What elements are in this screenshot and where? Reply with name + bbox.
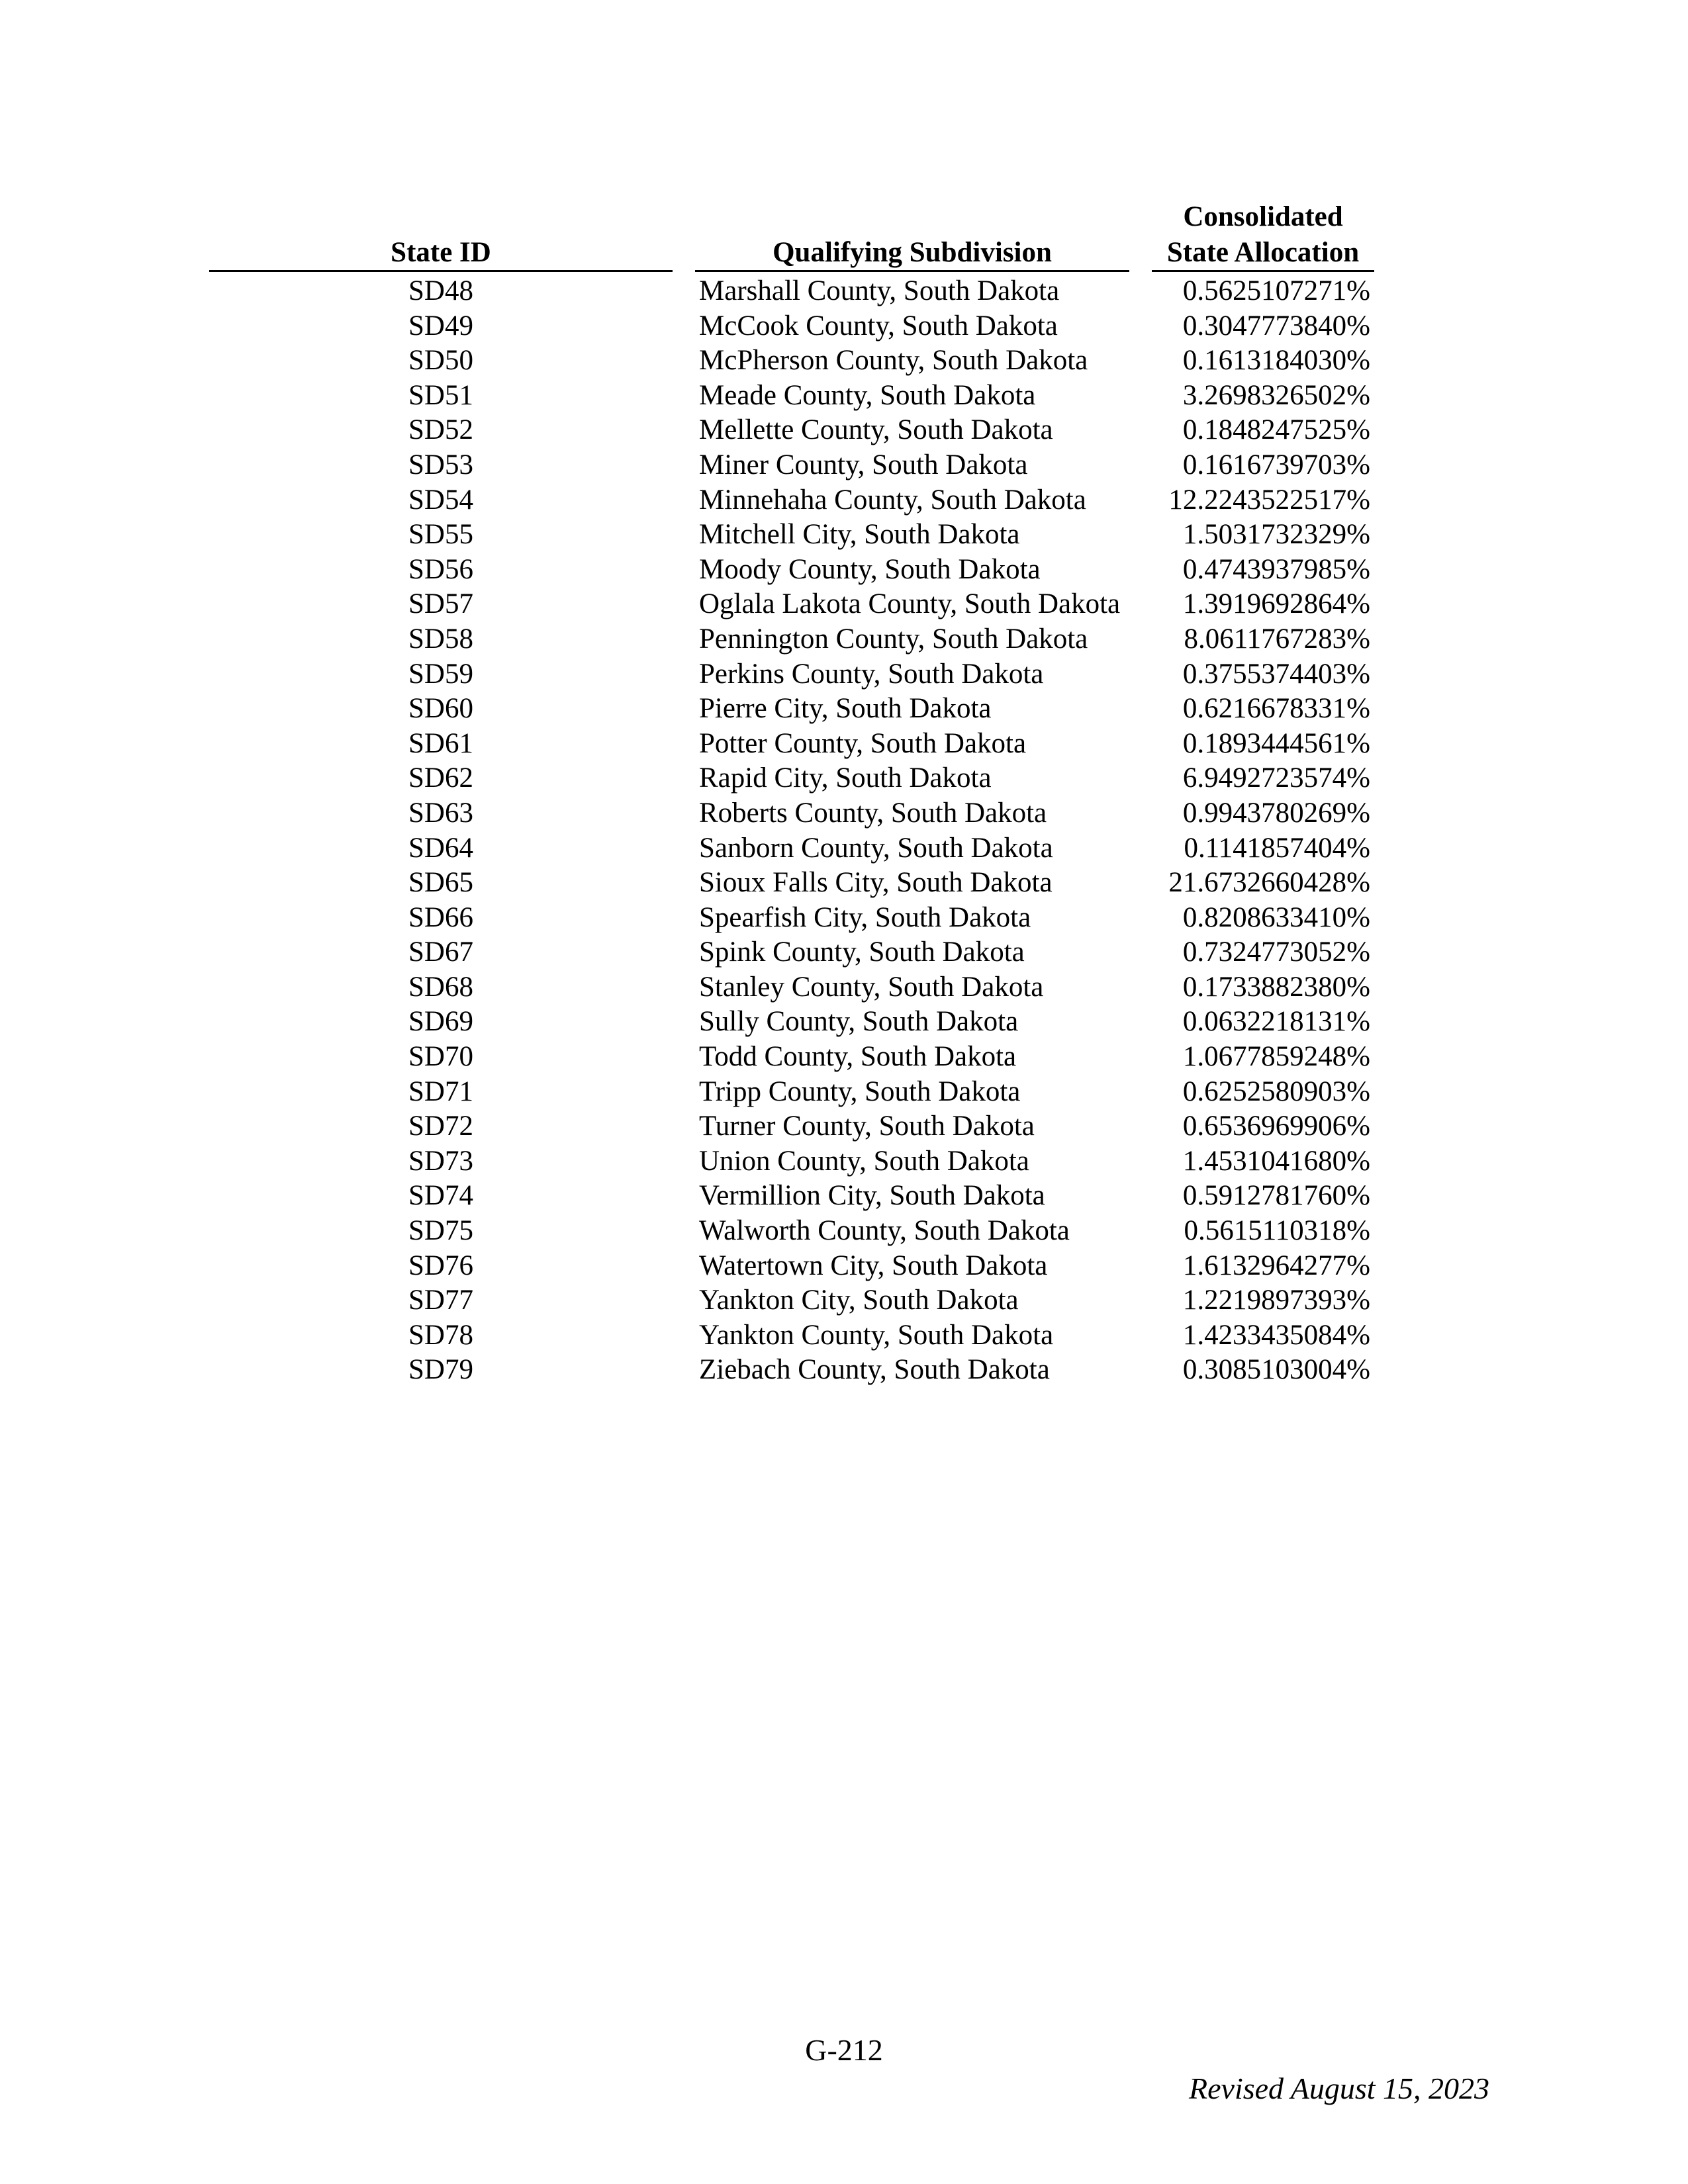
table-row <box>0 692 1688 727</box>
state-id-cell: SD76 <box>408 1250 473 1281</box>
state-id-cell: SD62 <box>408 762 473 794</box>
table-row <box>0 1283 1688 1318</box>
state-id-cell: SD63 <box>408 797 473 829</box>
table-row <box>0 1249 1688 1284</box>
table-row <box>0 309 1688 344</box>
subdivision-cell: Tripp County, South Dakota <box>699 1075 1021 1107</box>
table-row <box>0 1005 1688 1040</box>
state-id-cell: SD64 <box>408 832 473 864</box>
allocation-cell: 0.6252580903% <box>1182 1075 1370 1107</box>
allocation-cell: 0.5912781760% <box>1182 1180 1370 1212</box>
allocation-header-line2: State Allocation <box>1166 237 1360 268</box>
table-row <box>0 935 1688 970</box>
allocation-cell: 8.0611767283% <box>1184 623 1370 655</box>
table-row <box>0 970 1688 1005</box>
table-row <box>0 831 1688 866</box>
table-row <box>0 1214 1688 1249</box>
state-id-cell: SD57 <box>408 588 473 620</box>
allocation-header-rule <box>1152 270 1374 272</box>
subdivision-cell: Spink County, South Dakota <box>699 936 1025 968</box>
subdivision-cell: Todd County, South Dakota <box>699 1041 1017 1073</box>
table-row <box>0 1144 1688 1179</box>
subdivision-cell: Vermillion City, South Dakota <box>699 1180 1045 1212</box>
subdivision-cell: Moody County, South Dakota <box>699 553 1041 585</box>
state-id-cell: SD51 <box>408 379 473 411</box>
subdivision-cell: Sully County, South Dakota <box>699 1006 1019 1038</box>
table-row <box>0 343 1688 379</box>
page-number: G-212 <box>805 2033 883 2067</box>
table-row <box>0 1075 1688 1110</box>
subdivision-cell: Spearfish City, South Dakota <box>699 901 1031 933</box>
subdivision-cell: Yankton City, South Dakota <box>699 1285 1019 1316</box>
allocation-table-body <box>0 274 1688 1388</box>
subdivision-cell: Rapid City, South Dakota <box>699 762 992 794</box>
state-id-cell: SD77 <box>408 1285 473 1316</box>
table-row <box>0 727 1688 762</box>
table-row <box>0 587 1688 622</box>
subdivision-cell: Stanley County, South Dakota <box>699 971 1044 1003</box>
state-id-cell: SD74 <box>408 1180 473 1212</box>
table-row <box>0 379 1688 414</box>
allocation-cell: 1.0677859248% <box>1182 1041 1370 1073</box>
revised-date: Revised August 15, 2023 <box>1189 2071 1489 2105</box>
allocation-cell: 1.2219897393% <box>1182 1285 1370 1316</box>
allocation-cell: 3.2698326502% <box>1182 379 1370 411</box>
table-row <box>0 761 1688 796</box>
table-row <box>0 483 1688 518</box>
table-row <box>0 657 1688 692</box>
state-id-cell: SD52 <box>408 414 473 446</box>
allocation-cell: 0.7324773052% <box>1182 936 1370 968</box>
table-row <box>0 796 1688 831</box>
state-id-cell: SD56 <box>408 553 473 585</box>
table-row <box>0 274 1688 309</box>
state-id-cell: SD49 <box>408 310 473 341</box>
allocation-cell: 21.6732660428% <box>1168 867 1370 899</box>
table-row <box>0 901 1688 936</box>
allocation-cell: 0.3047773840% <box>1182 310 1370 341</box>
allocation-cell: 0.1616739703% <box>1182 449 1370 480</box>
allocation-cell: 0.1141857404% <box>1184 832 1370 864</box>
table-row <box>0 1109 1688 1144</box>
state-id-cell: SD55 <box>408 519 473 551</box>
subdivision-cell: Walworth County, South Dakota <box>699 1215 1070 1247</box>
allocation-cell: 1.4531041680% <box>1182 1145 1370 1177</box>
subdivision-cell: Ziebach County, South Dakota <box>699 1354 1050 1386</box>
state-id-cell: SD71 <box>408 1075 473 1107</box>
allocation-cell: 1.5031732329% <box>1182 519 1370 551</box>
table-row <box>0 622 1688 657</box>
allocation-cell: 1.6132964277% <box>1182 1250 1370 1281</box>
allocation-cell: 0.1893444561% <box>1182 727 1370 759</box>
allocation-header-line1: Consolidated <box>1183 201 1343 232</box>
allocation-cell: 0.8208633410% <box>1182 901 1370 933</box>
state-id-cell: SD66 <box>408 901 473 933</box>
allocation-cell: 0.5625107271% <box>1182 275 1370 306</box>
table-row <box>0 518 1688 553</box>
subdivision-header: Qualifying Subdivision <box>773 237 1052 268</box>
allocation-cell: 1.3919692864% <box>1182 588 1370 620</box>
allocation-cell: 0.3755374403% <box>1182 658 1370 690</box>
state-id-cell: SD73 <box>408 1145 473 1177</box>
state-id-header-rule <box>209 270 673 272</box>
state-id-cell: SD53 <box>408 449 473 480</box>
table-row <box>0 448 1688 483</box>
subdivision-cell: McPherson County, South Dakota <box>699 345 1088 377</box>
allocation-cell: 0.1848247525% <box>1182 414 1370 446</box>
subdivision-cell: Meade County, South Dakota <box>699 379 1036 411</box>
subdivision-cell: Pierre City, South Dakota <box>699 693 992 725</box>
table-row <box>0 1179 1688 1214</box>
state-id-cell: SD75 <box>408 1215 473 1247</box>
subdivision-cell: Oglala Lakota County, South Dakota <box>699 588 1121 620</box>
allocation-cell: 0.6216678331% <box>1182 693 1370 725</box>
table-row <box>0 553 1688 588</box>
state-id-cell: SD72 <box>408 1111 473 1142</box>
subdivision-cell: Potter County, South Dakota <box>699 727 1027 759</box>
allocation-cell: 6.9492723574% <box>1182 762 1370 794</box>
subdivision-cell: Perkins County, South Dakota <box>699 658 1044 690</box>
subdivision-cell: Turner County, South Dakota <box>699 1111 1035 1142</box>
table-row <box>0 413 1688 448</box>
state-id-cell: SD70 <box>408 1041 473 1073</box>
allocation-cell: 0.3085103004% <box>1182 1354 1370 1386</box>
state-id-cell: SD69 <box>408 1006 473 1038</box>
subdivision-cell: McCook County, South Dakota <box>699 310 1058 341</box>
subdivision-cell: Roberts County, South Dakota <box>699 797 1047 829</box>
state-id-cell: SD78 <box>408 1319 473 1351</box>
subdivision-cell: Pennington County, South Dakota <box>699 623 1088 655</box>
table-row <box>0 866 1688 901</box>
subdivision-cell: Minnehaha County, South Dakota <box>699 484 1086 516</box>
allocation-cell: 0.0632218131% <box>1182 1006 1370 1038</box>
table-row <box>0 1353 1688 1388</box>
allocation-cell: 0.5615110318% <box>1184 1215 1370 1247</box>
allocation-cell: 0.6536969906% <box>1182 1111 1370 1142</box>
state-id-cell: SD65 <box>408 867 473 899</box>
subdivision-cell: Miner County, South Dakota <box>699 449 1028 480</box>
allocation-cell: 0.4743937985% <box>1182 553 1370 585</box>
subdivision-cell: Mitchell City, South Dakota <box>699 519 1020 551</box>
allocation-cell: 0.9943780269% <box>1182 797 1370 829</box>
table-row <box>0 1318 1688 1353</box>
state-id-cell: SD67 <box>408 936 473 968</box>
state-id-cell: SD60 <box>408 693 473 725</box>
subdivision-cell: Watertown City, South Dakota <box>699 1250 1048 1281</box>
subdivision-cell: Union County, South Dakota <box>699 1145 1029 1177</box>
subdivision-cell: Marshall County, South Dakota <box>699 275 1060 306</box>
allocation-cell: 0.1613184030% <box>1182 345 1370 377</box>
subdivision-header-rule <box>695 270 1129 272</box>
allocation-cell: 12.2243522517% <box>1168 484 1370 516</box>
state-id-cell: SD54 <box>408 484 473 516</box>
subdivision-cell: Yankton County, South Dakota <box>699 1319 1054 1351</box>
allocation-cell: 1.4233435084% <box>1182 1319 1370 1351</box>
subdivision-cell: Sanborn County, South Dakota <box>699 832 1053 864</box>
table-row <box>0 1040 1688 1075</box>
subdivision-cell: Mellette County, South Dakota <box>699 414 1053 446</box>
state-id-header: State ID <box>391 237 491 268</box>
state-id-cell: SD68 <box>408 971 473 1003</box>
state-id-cell: SD48 <box>408 275 473 306</box>
state-id-cell: SD61 <box>408 727 473 759</box>
state-id-cell: SD79 <box>408 1354 473 1386</box>
state-id-cell: SD58 <box>408 623 473 655</box>
subdivision-cell: Sioux Falls City, South Dakota <box>699 867 1053 899</box>
state-id-cell: SD59 <box>408 658 473 690</box>
state-id-cell: SD50 <box>408 345 473 377</box>
allocation-cell: 0.1733882380% <box>1182 971 1370 1003</box>
